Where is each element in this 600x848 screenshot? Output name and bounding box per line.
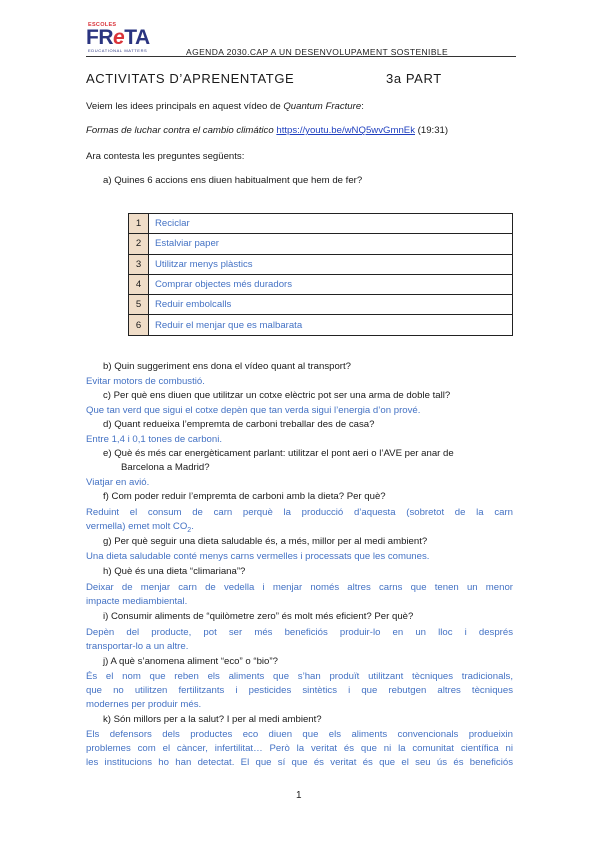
action-number: 3: [129, 254, 149, 274]
answer-f: Reduint el consum de carn perquè la producció d’aquesta (sobretot de la carn: [86, 507, 513, 518]
question-e: e) Què és més car energèticament parlant: utilitzar el pont aeri o l’AVE per anar de: [103, 448, 454, 459]
question-h: h) Què és una dieta “climariana”?: [103, 566, 246, 577]
logo-tagline: EDUCATIONAL MATTERS: [88, 48, 148, 53]
logo-wordmark: FReTA: [86, 26, 150, 49]
question-j: j) A què s’anomena aliment “eco” o “bio”?: [103, 656, 278, 667]
action-number: 4: [129, 274, 149, 294]
action-row: [129, 254, 513, 274]
page-part: 3a PART: [386, 71, 442, 86]
action-row: [129, 295, 513, 315]
question-b: b) Quin suggeriment ens dona el vídeo quant al transport?: [103, 361, 351, 372]
instruction: Ara contesta les preguntes següents:: [86, 151, 245, 162]
question-c: c) Per què ens diuen que utilitzar un cotxe elèctric pot ser una arma de doble tall?: [103, 390, 451, 401]
question-i: i) Consumir aliments de “quilòmetre zero” és molt més eficient? Per què?: [103, 611, 414, 622]
answer-k-cont: problemes com el càncer, infertilitat… Però la veritat és que ni la comunitat científica ni: [86, 743, 513, 754]
answer-k: Els defensors dels productes eco diuen que els aliments convencionals produeixin: [86, 729, 513, 740]
action-text: Utilitzar menys plàstics: [149, 254, 513, 274]
action-text: Comprar objectes més duradors: [149, 274, 513, 294]
answer-g: Una dieta saludable conté menys carns vermelles i processats que les comunes.: [86, 551, 430, 562]
answer-b: Evitar motors de combustió.: [86, 376, 205, 387]
answer-j: És el nom que reben els aliments que s’han produït utilitzant tècniques tradicionals,: [86, 671, 513, 682]
action-text: Reduir el menjar que es malbarata: [149, 315, 513, 335]
video-duration: (19:31): [417, 125, 449, 136]
page-number: 1: [296, 790, 302, 801]
question-k: k) Són millors per a la salut? I per al medi ambient?: [103, 714, 322, 725]
action-row: [129, 315, 513, 335]
action-row: [129, 214, 513, 234]
answer-k-cont2: les institucions ho han detectat. El que sí que és veritat és que el seu ús és beneficiós: [86, 757, 513, 768]
freta-logo: [86, 22, 162, 52]
answer-d: Entre 1,4 i 0,1 tones de carboni.: [86, 434, 222, 445]
action-text: Estalviar paper: [149, 234, 513, 254]
answer-c: Que tan verd que sigui el cotxe depèn que tan verda sigui l’energia d’on prové.: [86, 405, 421, 416]
answer-h: Deixar de menjar carn de vedella i menjar només altres carns que tenen un menor: [86, 582, 513, 593]
logo-top-text: ESCOLES: [88, 22, 117, 28]
question-a: a) Quines 6 accions ens diuen habitualment que hem de fer?: [103, 175, 363, 186]
actions-table: [128, 213, 513, 336]
answer-j-cont: que no utilitzen fertilitzants i pesticides sintètics i que rebutgen altres tècniques: [86, 685, 513, 696]
action-number: 6: [129, 315, 149, 335]
answer-e: Viatjar en avió.: [86, 477, 150, 488]
question-f: f) Com poder reduir l’empremta de carboni amb la dieta? Per què?: [103, 491, 386, 502]
header-divider: [86, 56, 516, 57]
video-reference: [86, 124, 448, 138]
video-link[interactable]: https://youtu.be/wNQ5wvGmnEk: [276, 125, 415, 136]
action-text: Reduir embolcalls: [149, 295, 513, 315]
question-d: d) Quant redueixa l’empremta de carboni treballar des de casa?: [103, 419, 375, 430]
answer-f-cont: vermella) emet molt $CO_2$.: [86, 521, 194, 534]
page-title: ACTIVITATS D’APRENENTATGE: [86, 71, 295, 86]
action-row: [129, 234, 513, 254]
action-number: 5: [129, 295, 149, 315]
action-number: 1: [129, 214, 149, 234]
answer-i-cont: transportar-lo a un altre.: [86, 641, 189, 652]
answer-j-cont2: modernes per produir més.: [86, 699, 202, 710]
action-text: Reciclar: [149, 214, 513, 234]
video-title: Formas de luchar contra el cambio climático: [86, 125, 274, 136]
answer-h-cont: impacte mediambiental.: [86, 596, 188, 607]
question-g: g) Per què seguir una dieta saludable és, a més, millor per al medi ambient?: [103, 536, 428, 547]
answer-i: Depèn del producte, pot ser més beneficiós produir-lo en un lloc i després: [86, 627, 513, 638]
action-row: [129, 274, 513, 294]
question-e-cont: Barcelona a Madrid?: [121, 462, 210, 473]
intro-line: Veiem les idees principals en aquest vídeo de Quantum Fracture:: [86, 101, 364, 112]
action-number: 2: [129, 234, 149, 254]
header-agenda-title: AGENDA 2030.CAP A UN DESENVOLUPAMENT SOSTENIBLE: [186, 47, 449, 57]
